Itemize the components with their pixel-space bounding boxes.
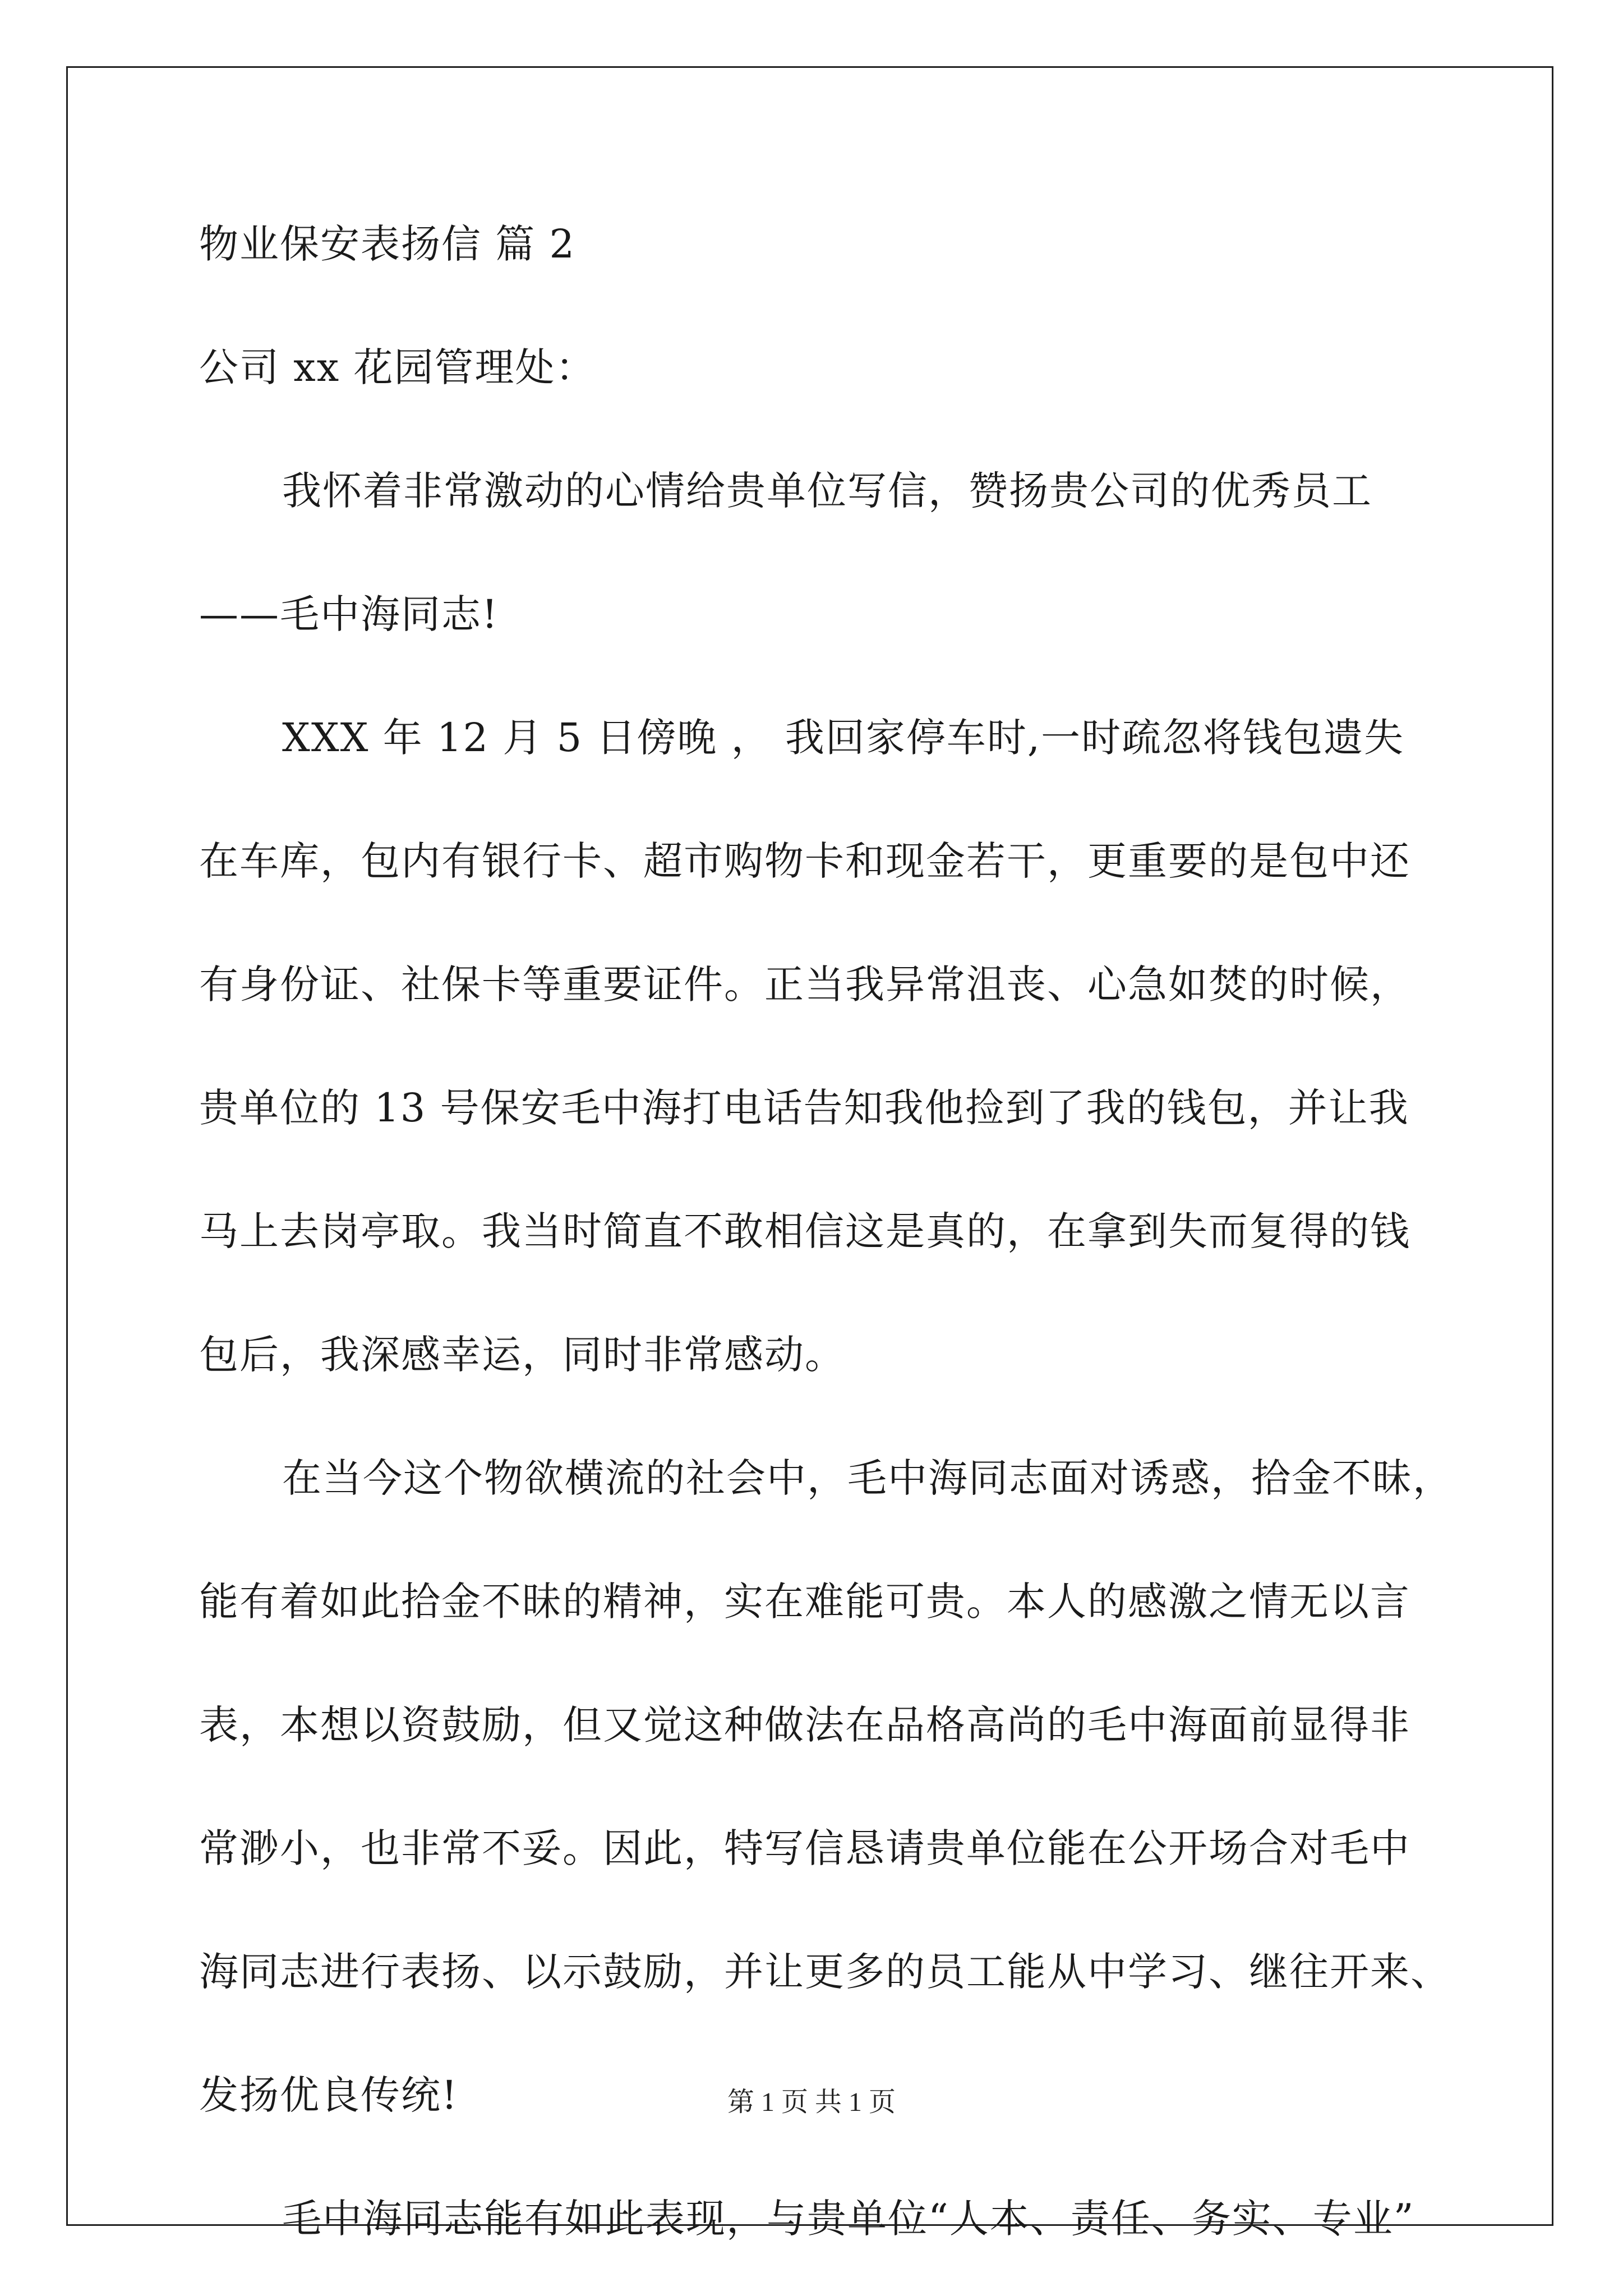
text-line: 发扬优良传统! [199,2072,459,2118]
text-line: 有身份证、社保卡等重要证件。正当我异常沮丧、心急如焚的时候， [199,961,1410,1007]
text-line: 贵单位的 13 号保安毛中海打电话告知我他捡到了我的钱包，并让我 [199,1085,1409,1131]
document-title: 物业保安表扬信 篇 2 [199,221,576,267]
text-line: XXX 年 12 月 5 日傍晚 ， 我回家停车时,一时疏忽将钱包遗失 [282,715,1405,761]
text-line: 在当今这个物欲横流的社会中，毛中海同志面对诱惑，拾金不昧， [282,1455,1453,1501]
text-line: ——毛中海同志! [199,591,499,637]
text-line: 我怀着非常激动的心情给贵单位写信，赞扬贵公司的优秀员工 [282,468,1372,514]
text-line: 在车库，包内有银行卡、超市购物卡和现金若干，更重要的是包中还 [199,838,1410,884]
page-footer: 第 1 页 共 1 页 [727,2087,896,2117]
text-line: 马上去岗亭取。我当时简直不敢相信这是真的，在拿到失而复得的钱 [199,1208,1410,1254]
text-line: 毛中海同志能有如此表现，与贵单位“人本、责任、务实、专业” [282,2196,1415,2242]
text-line: 常渺小，也非常不妥。因此，特写信恳请贵单位能在公开场合对毛中 [199,1825,1410,1871]
document-body [199,216,1453,2247]
salutation: 公司 xx 花园管理处： [199,344,596,390]
text-line: 海同志进行表扬、以示鼓励，并让更多的员工能从中学习、继往开来、 [199,1949,1451,1995]
text-line: 表，本想以资鼓励，但又觉这种做法在品格高尚的毛中海面前显得非 [199,1702,1410,1748]
text-line: 能有着如此拾金不昧的精神，实在难能可贵。本人的感激之情无以言 [199,1579,1410,1625]
text-line: 包后，我深感幸运，同时非常感动。 [199,1332,845,1378]
